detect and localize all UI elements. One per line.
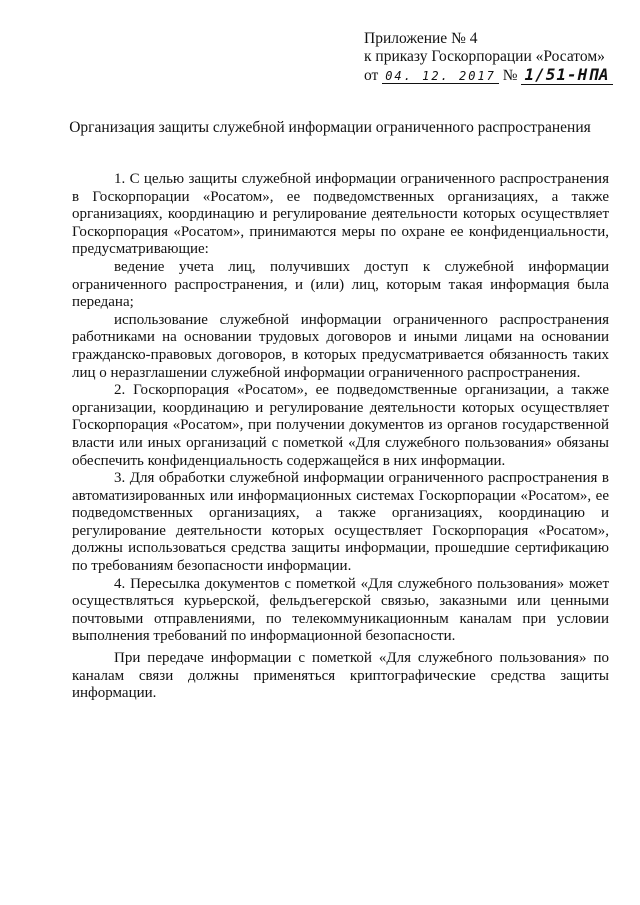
paragraph-3: использование служебной информации ограниченного распространения работниками на основании трудовых договоров и иными лицами на основании гражданско-правовых договоров, в которых предусматривается обязанность таких лиц о неразглашении служебной информации ограниченного распространения.: [72, 311, 609, 381]
order-number: 1/51-НПА: [521, 65, 612, 85]
paragraph-5: 3. Для обработки служебной информации ограниченного распространения в автоматизированных или информационных системах Госкорпорации «Росатом», ее подведомственных организациях, а также организациях, координацию и регулирование деятельности которых осуществляет Госкорпорация «Росатом», должны использоваться средства защиты информации, прошедшие сертификацию по требованиям безопасности информации.: [72, 470, 609, 575]
order-reference: к приказу Госкорпорации «Росатом»: [364, 48, 605, 65]
number-prefix: №: [502, 67, 518, 84]
document-body: [72, 171, 609, 703]
date-prefix: от: [364, 67, 379, 84]
appendix-header: [364, 30, 624, 85]
order-date: 04. 12. 2017: [382, 69, 499, 84]
paragraph-1: 1. С целью защиты служебной информации ограниченного распространения в Госкорпорации «Росатом», ее подведомственных организациях, а также организациях, координацию и регулирование деятельности которых осуществляет Госкорпорация «Росатом», принимаются меры по охране ее конфиденциальности, предусматривающие:: [72, 171, 609, 258]
order-date-number: [364, 66, 624, 85]
paragraph-4: 2. Госкорпорация «Росатом», ее подведомственные организации, а также организации, координацию и регулирование деятельности которых осуществляет Госкорпорация «Росатом», при получении документов из органов государственной власти или иных организаций с пометкой «Для служебного пользования» обязаны обеспечить конфиденциальность содержащейся в них информации.: [72, 382, 609, 469]
appendix-label: Приложение № 4: [364, 30, 478, 47]
document-title: Организация защиты служебной информации ограниченного распространения: [69, 119, 591, 136]
paragraph-6: 4. Пересылка документов с пометкой «Для служебного пользования» может осуществляться курьерской, фельдъегерской связью, заказными или ценными почтовыми отправлениями, по телекоммуникационным каналам при условии выполнения требований по информационной безопасности.: [72, 575, 609, 645]
paragraph-2: ведение учета лиц, получивших доступ к служебной информации ограниченного распространения, и (или) лиц, которым такая информация была передана;: [72, 258, 609, 311]
paragraph-7: При передаче информации с пометкой «Для служебного пользования» по каналам связи должны применяться криптографические средства защиты информации.: [72, 650, 609, 702]
